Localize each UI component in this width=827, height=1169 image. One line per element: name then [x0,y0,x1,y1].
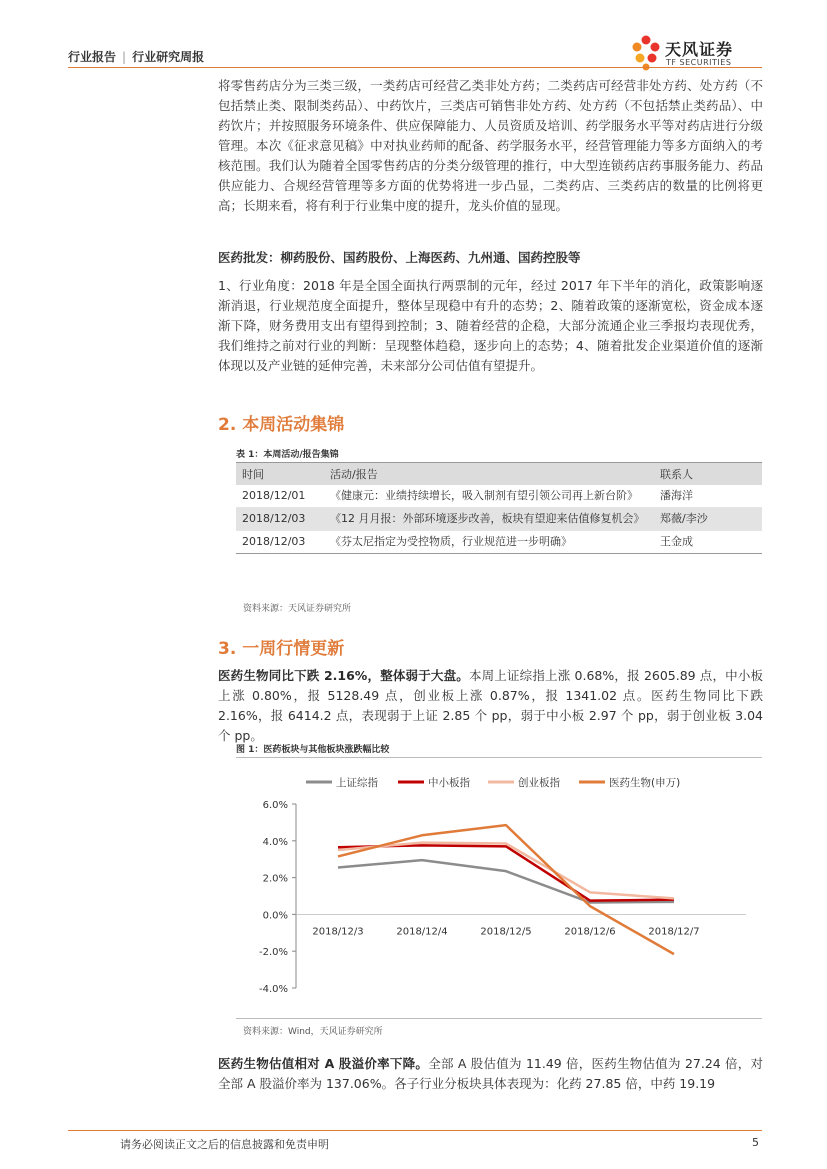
col-date-header: 时间 [236,463,324,486]
figure-bottom-rule [236,1018,762,1019]
y-tick-label: -2.0% [258,947,288,959]
footer-disclaimer: 请务必阅读正文之后的信息披露和免责申明 [120,1138,329,1151]
y-tick-label: 0.0% [262,910,288,922]
figure-caption: 图 1：医药板块与其他板块涨跌幅比较 [236,745,390,755]
series-line-0 [338,860,674,902]
activities-table [236,462,762,554]
legend-label-1: 中小板指 [428,777,470,789]
table-row [236,485,762,508]
page-number: 5 [752,1136,759,1149]
table-header-row [236,463,762,486]
row-title: 《芬太尼指定为受控物质，行业规范进一步明确》 [324,531,654,554]
logo-subtext: TF SECURITIES [666,58,732,67]
row-contact: 郑薇/李沙 [654,508,762,531]
row-date: 2018/12/03 [236,508,324,531]
row-title: 《健康元：业绩持续增长，吸入制剂有望引领公司再上新台阶》 [324,485,654,508]
table-row [236,508,762,531]
section-heading-activities: 2. 本周活动集锦 [218,415,345,435]
row-date: 2018/12/03 [236,531,324,554]
table-source: 资料来源：天风证券研究所 [243,604,352,614]
company-logo [629,34,759,74]
section-heading-market: 3. 一周行情更新 [218,639,345,659]
y-tick-label: 2.0% [262,873,288,885]
line-chart [236,762,762,1012]
y-tick-label: -4.0% [258,984,288,995]
separator: | [122,50,127,64]
wholesale-subheading: 医药批发：柳药股份、国药股份、上海医药、九州通、国药控股等 [218,250,581,265]
row-contact: 潘海洋 [654,485,762,508]
x-tick-label: 2018/12/3 [312,926,364,938]
series-line-1 [338,845,674,900]
y-tick-label: 6.0% [262,800,288,811]
col-title-header: 活动/报告 [324,463,654,486]
category-label: 行业报告 [68,50,117,64]
x-tick-label: 2018/12/7 [648,926,700,938]
col-contact-header: 联系人 [654,463,762,486]
legend-label-0: 上证综指 [336,777,378,789]
x-tick-label: 2018/12/6 [564,926,616,938]
row-contact: 王金成 [654,531,762,554]
y-tick-label: 4.0% [262,836,288,848]
valuation-summary-bold: 医药生物估值相对 A 股溢价率下降。 [218,1056,429,1071]
logo-text: 天风证券 [665,40,734,59]
report-category [68,48,204,65]
valuation-detail: 全部 A 股估值为 11.49 倍，医药生物估值为 27.24 倍，对全部 A 股溢价率为 137.06%。各子行业分板块具体表现为：化药 27.85 倍，中药 19.19 [218,1056,763,1091]
footer-divider [68,1130,762,1131]
market-detail: 本周上证综指上涨 0.68%，报 2605.89 点，中小板上涨 0.80%，报 5128.49 点，创业板上涨 0.87%，报 1341.02 点。医药生物同比下跌 2.16%，报 6414.2 点，表现弱于上证 2.85 个 pp，弱于中小板 2.97 个 pp，弱于创业板 3.04 个 pp。 [218,668,764,743]
x-tick-label: 2018/12/4 [396,926,448,938]
row-title: 《12 月月报：外部环境逐步改善，板块有望迎来估值修复机会》 [324,508,654,531]
legend-label-2: 创业板指 [518,777,560,789]
figure-source: 资料来源：Wind，天风证券研究所 [243,1027,383,1037]
row-date: 2018/12/01 [236,485,324,508]
pharmacy-paragraph: 将零售药店分为三类三级，一类药店可经营乙类非处方药；二类药店可经营非处方药、处方药（不包括禁止类、限制类药品）、中药饮片，三类店可销售非处方药、处方药（不包括禁止类药品）、中药饮片；并按照服务环境条件、供应保障能力、人员资质及培训、药学服务水平等对药店进行分级管理。本次《征求意见稿》中对执业药师的配备、药学服务水平，经营管理能力等多方面纳入的考核范围。我们认为随着全国零售药店的分类分级管理的推行，中大型连锁药店药事服务能力、药品供应能力、合规经营管理等多方面的优势将进一步凸显，二类药店、三类药店的数量的比例将更高；长期来看，将有利于行业集中度的提升，龙头价值的显现。 [218,78,763,213]
table-row [236,531,762,554]
wholesale-paragraph: 1、行业角度：2018 年是全国全面执行两票制的元年，经过 2017 年下半年的消化，政策影响逐渐消退，行业规范度全面提升，整体呈现稳中有升的态势；2、随着政策的逐渐宽松，资金成本逐渐下降，财务费用支出有望得到控制；3、随着经营的企稳，大部分流通企业三季报均表现优秀，我们维持之前对行业的判断：呈现整体趋稳，逐步向上的态势；4、随着批发企业渠道价值的逐渐体现以及产业链的延伸完善，未来部分公司估值有望提升。 [218,278,763,373]
x-tick-label: 2018/12/5 [480,926,532,938]
valuation-paragraph [218,1054,763,1094]
figure-top-rule [236,757,762,758]
market-paragraph [218,666,763,746]
table-caption: 表 1：本周活动/报告集锦 [236,450,339,460]
header-divider [68,67,762,68]
subcategory-label: 行业研究周报 [132,50,205,64]
legend-label-3: 医药生物(申万) [609,777,681,789]
market-summary-bold: 医药生物同比下跌 2.16%，整体弱于大盘。 [218,668,469,683]
